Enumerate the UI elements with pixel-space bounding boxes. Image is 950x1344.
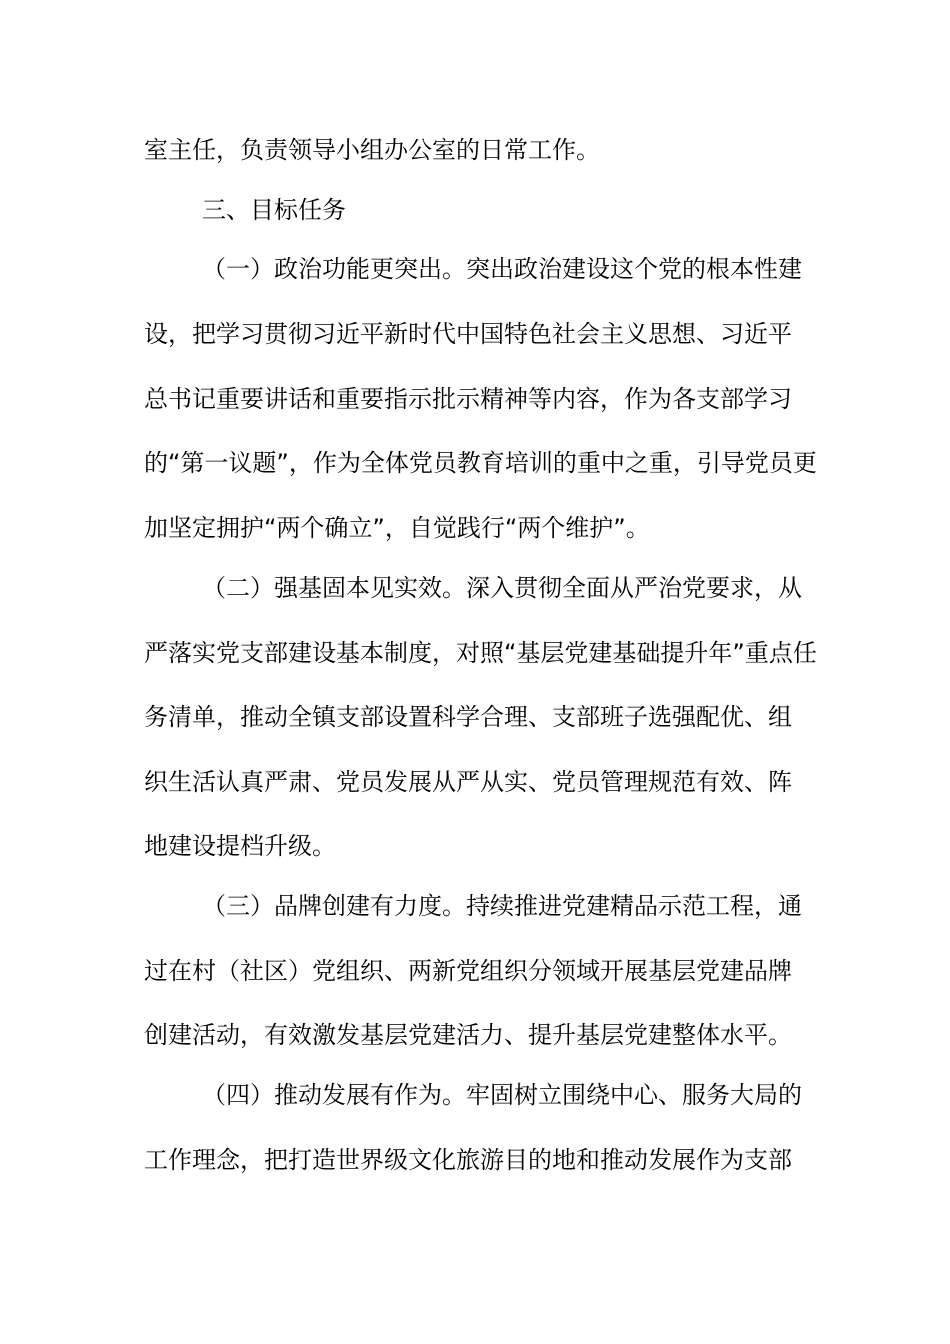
paragraph-2-line: （二）强基固本见实效。深入贯彻全面从严治党要求，从 bbox=[202, 574, 802, 602]
body-text-line: 室主任，负责领导小组办公室的日常工作。 bbox=[144, 136, 600, 164]
paragraph-1-line: 设，把学习贯彻习近平新时代中国特色社会主义思想、习近平 bbox=[144, 320, 792, 348]
paragraph-3-line: （三）品牌创建有力度。持续推进党建精品示范工程，通 bbox=[202, 892, 802, 920]
paragraph-2-line: 织生活认真严肃、党员发展从严从实、党员管理规范有效、阵 bbox=[144, 768, 792, 796]
paragraph-2-line: 务清单，推动全镇支部设置科学合理、支部班子选强配优、组 bbox=[144, 703, 792, 731]
paragraph-4-line: 工作理念，把打造世界级文化旅游目的地和推动发展作为支部 bbox=[144, 1146, 792, 1174]
paragraph-1-line: （一）政治功能更突出。突出政治建设这个党的根本性建 bbox=[202, 255, 802, 283]
paragraph-3-line: 创建活动，有效激发基层党建活力、提升基层党建整体水平。 bbox=[144, 1021, 792, 1049]
paragraph-3-line: 过在村（社区）党组织、两新党组织分领域开展基层党建品牌 bbox=[144, 957, 792, 985]
paragraph-4-line: （四）推动发展有作为。牢固树立围绕中心、服务大局的 bbox=[202, 1081, 802, 1109]
paragraph-1-line: 总书记重要讲话和重要指示批示精神等内容，作为各支部学习 bbox=[144, 385, 792, 413]
paragraph-1-line: 的“第一议题”，作为全体党员教育培训的重中之重，引导党员更 bbox=[144, 449, 817, 477]
paragraph-1-line: 加坚定拥护“两个确立”，自觉践行“两个维护”。 bbox=[144, 514, 650, 542]
paragraph-2-line: 地建设提档升级。 bbox=[144, 832, 336, 860]
paragraph-2-line: 严落实党支部建设基本制度，对照“基层党建基础提升年”重点任 bbox=[144, 639, 817, 667]
section-heading: 三、目标任务 bbox=[202, 196, 346, 224]
